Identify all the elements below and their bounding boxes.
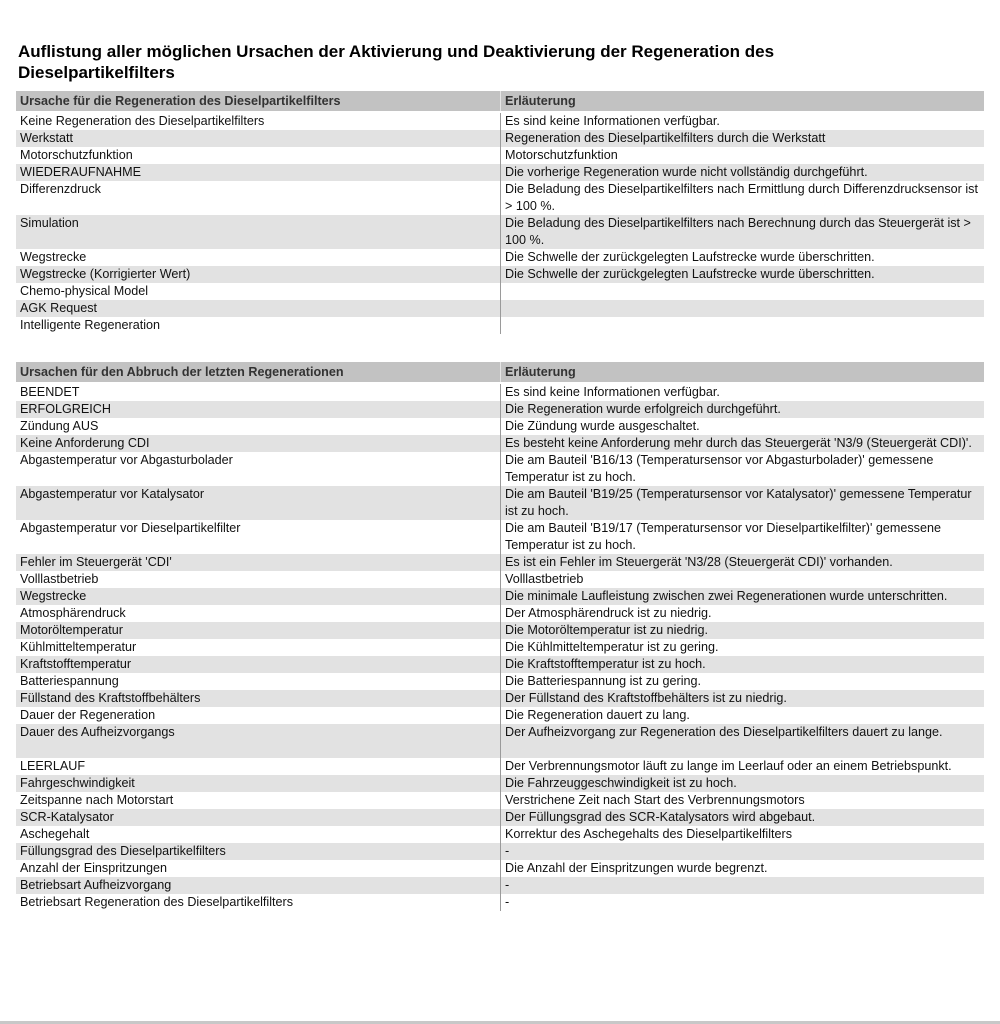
explanation-cell: Die Zündung wurde ausgeschaltet. (501, 418, 985, 435)
cause-cell: Keine Anforderung CDI (16, 435, 501, 452)
table-row (16, 283, 984, 300)
explanation-cell: Korrektur des Aschegehalts des Dieselpartikelfilters (501, 826, 985, 843)
table-row (16, 164, 984, 181)
cause-cell: Dauer der Regeneration (20, 708, 156, 722)
table-row (16, 826, 984, 843)
cause-cell: Chemo-physical Model (20, 284, 149, 298)
table-row (16, 775, 984, 792)
cause-cell: Kühlmitteltemperatur (20, 640, 137, 654)
cause-cell: Volllastbetrieb (20, 572, 99, 586)
explanation-cell: Die Kraftstofftemperatur ist zu hoch. (501, 656, 985, 673)
cause-cell: Füllstand des Kraftstoffbehälters (16, 690, 501, 707)
table-row (16, 181, 984, 215)
explanation-cell: Die Beladung des Dieselpartikelfilters nach Berechnung durch das Steuergerät ist > 100 %. (501, 215, 985, 249)
cause-cell: Füllungsgrad des Dieselpartikelfilters (16, 843, 501, 860)
explanation-cell: Die Anzahl der Einspritzungen wurde begrenzt. (501, 860, 985, 877)
cause-cell: Werkstatt (16, 130, 501, 147)
table-row (16, 249, 984, 266)
cause-cell: BEENDET (20, 385, 80, 399)
table-row (16, 317, 984, 334)
explanation-cell: - (501, 894, 985, 911)
table-row (16, 554, 984, 571)
explanation-cell: Die Schwelle der zurückgelegten Laufstrecke wurde überschritten. (501, 266, 985, 283)
table-row (16, 520, 984, 554)
table-row (16, 571, 984, 588)
regeneration-causes-table (16, 91, 984, 334)
explanation-cell: Der Aufheizvorgang zur Regeneration des Dieselpartikelfilters dauert zu lange. (501, 724, 985, 758)
table-row (16, 147, 984, 164)
explanation-cell: Der Verbrennungsmotor läuft zu lange im Leerlauf oder an einem Betriebspunkt. (501, 758, 985, 775)
cause-cell: Abgastemperatur vor Dieselpartikelfilter (20, 521, 241, 535)
explanation-cell: Die minimale Laufleistung zwischen zwei Regenerationen wurde unterschritten. (501, 588, 985, 605)
cause-cell: Wegstrecke (Korrigierter Wert) (16, 266, 501, 283)
cause-cell: Dauer des Aufheizvorgangs (16, 724, 501, 758)
explanation-cell: Der Atmosphärendruck ist zu niedrig. (501, 605, 985, 622)
table-row (16, 843, 984, 860)
table-row (16, 401, 984, 418)
table-row (16, 724, 984, 758)
table-row (16, 300, 984, 317)
explanation-cell: Die Regeneration dauert zu lang. (501, 707, 985, 724)
explanation-cell: Der Füllungsgrad des SCR-Katalysators wird abgebaut. (501, 809, 985, 826)
table-row (16, 622, 984, 639)
explanation-cell: Die Batteriespannung ist zu gering. (501, 673, 985, 690)
explanation-cell: Es besteht keine Anforderung mehr durch das Steuergerät 'N3/9 (Steuergerät CDI)'. (501, 435, 985, 452)
explanation-cell: Volllastbetrieb (501, 571, 985, 588)
cause-cell: Wegstrecke (16, 588, 501, 605)
table-header-row (16, 91, 984, 112)
cause-cell: Fehler im Steuergerät 'CDI' (16, 554, 501, 571)
explanation-cell: Die am Bauteil 'B19/25 (Temperatursensor vor Katalysator)' gemessene Temperatur ist zu hoch. (501, 486, 985, 520)
cause-cell: Motorschutzfunktion (20, 148, 133, 162)
cause-cell: Kraftstofftemperatur (16, 656, 501, 673)
table-row (16, 266, 984, 283)
explanation-cell: Die Beladung des Dieselpartikelfilters nach Ermittlung durch Differenzdrucksensor ist > 100 %. (501, 181, 985, 215)
explanation-cell: - (501, 843, 985, 860)
explanation-cell: Motorschutzfunktion (501, 147, 985, 164)
explanation-cell: Die vorherige Regeneration wurde nicht vollständig durchgeführt. (501, 164, 985, 181)
explanation-cell (501, 317, 985, 334)
table-row (16, 639, 984, 656)
cause-cell: Zeitspanne nach Motorstart (20, 793, 174, 807)
table-row (16, 215, 984, 249)
table-row (16, 792, 984, 809)
cause-cell: AGK Request (16, 300, 501, 317)
cause-cell: Anzahl der Einspritzungen (20, 861, 168, 875)
cause-cell: Motoröltemperatur (16, 622, 501, 639)
document-title: Auflistung aller möglichen Ursachen der Aktivierung und Deaktivierung der Regeneration des Dieselpartikelfilters (18, 42, 775, 82)
column-header-explanation: Erläuterung (501, 362, 985, 383)
explanation-cell: Es ist ein Fehler im Steuergerät 'N3/28 (Steuergerät CDI)' vorhanden. (501, 554, 985, 571)
cause-cell: ERFOLGREICH (16, 401, 501, 418)
table-row (16, 809, 984, 826)
cause-cell: Wegstrecke (20, 250, 87, 264)
cause-cell: Keine Regeneration des Dieselpartikelfilters (20, 114, 265, 128)
explanation-cell: Es sind keine Informationen verfügbar. (501, 383, 985, 401)
table-row (16, 707, 984, 724)
explanation-cell (501, 300, 985, 317)
cause-cell: WIEDERAUFNAHME (16, 164, 501, 181)
column-header-cause: Ursachen für den Abbruch der letzten Regenerationen (16, 362, 501, 383)
table-row (16, 758, 984, 775)
explanation-cell: Die Schwelle der zurückgelegten Laufstrecke wurde überschritten. (501, 249, 985, 266)
cause-cell: LEERLAUF (20, 759, 86, 773)
explanation-cell: Die Kühlmitteltemperatur ist zu gering. (501, 639, 985, 656)
cause-cell: Differenzdruck (20, 182, 101, 196)
cause-cell: Atmosphärendruck (20, 606, 126, 620)
cause-cell: Abgastemperatur vor Abgasturbolader (20, 453, 233, 467)
column-header-explanation: Erläuterung (501, 91, 985, 112)
table-row (16, 452, 984, 486)
regeneration-abort-causes-table (16, 362, 984, 911)
table-row (16, 605, 984, 622)
table-row (16, 656, 984, 673)
explanation-cell: Verstrichene Zeit nach Start des Verbrennungsmotors (501, 792, 985, 809)
table-row (16, 894, 984, 911)
cause-cell: Betriebsart Regeneration des Dieselpartikelfilters (20, 895, 293, 909)
explanation-cell: - (501, 877, 985, 894)
table-header-row (16, 362, 984, 383)
cause-cell: Simulation (16, 215, 501, 249)
table-row (16, 877, 984, 894)
table-row (16, 588, 984, 605)
explanation-cell: Der Füllstand des Kraftstoffbehälters ist zu niedrig. (501, 690, 985, 707)
cause-cell: Betriebsart Aufheizvorgang (16, 877, 501, 894)
table-row (16, 860, 984, 877)
explanation-cell: Die Regeneration wurde erfolgreich durchgeführt. (501, 401, 985, 418)
cause-cell: Abgastemperatur vor Katalysator (16, 486, 501, 520)
explanation-cell: Es sind keine Informationen verfügbar. (501, 112, 985, 130)
explanation-cell: Regeneration des Dieselpartikelfilters durch die Werkstatt (501, 130, 985, 147)
table-row (16, 418, 984, 435)
cause-cell: Batteriespannung (20, 674, 119, 688)
explanation-cell: Die am Bauteil 'B19/17 (Temperatursensor vor Dieselpartikelfilter)' gemessene Temperatur ist zu hoch. (501, 520, 985, 554)
table-row (16, 130, 984, 147)
column-header-cause: Ursache für die Regeneration des Dieselpartikelfilters (16, 91, 501, 112)
cause-cell: SCR-Katalysator (16, 809, 501, 826)
cause-cell: Fahrgeschwindigkeit (16, 775, 501, 792)
table-row (16, 435, 984, 452)
explanation-cell: Die am Bauteil 'B16/13 (Temperatursensor vor Abgasturbolader)' gemessene Temperatur ist zu hoch. (501, 452, 985, 486)
table-row (16, 486, 984, 520)
explanation-cell: Die Motoröltemperatur ist zu niedrig. (501, 622, 985, 639)
cause-cell: Intelligente Regeneration (20, 318, 161, 332)
table-row (16, 690, 984, 707)
explanation-cell: Die Fahrzeuggeschwindigkeit ist zu hoch. (501, 775, 985, 792)
table-row (16, 383, 984, 401)
cause-cell: Aschegehalt (20, 827, 90, 841)
cause-cell: Zündung AUS (20, 419, 99, 433)
table-row (16, 112, 984, 130)
explanation-cell (501, 283, 985, 300)
table-row (16, 673, 984, 690)
